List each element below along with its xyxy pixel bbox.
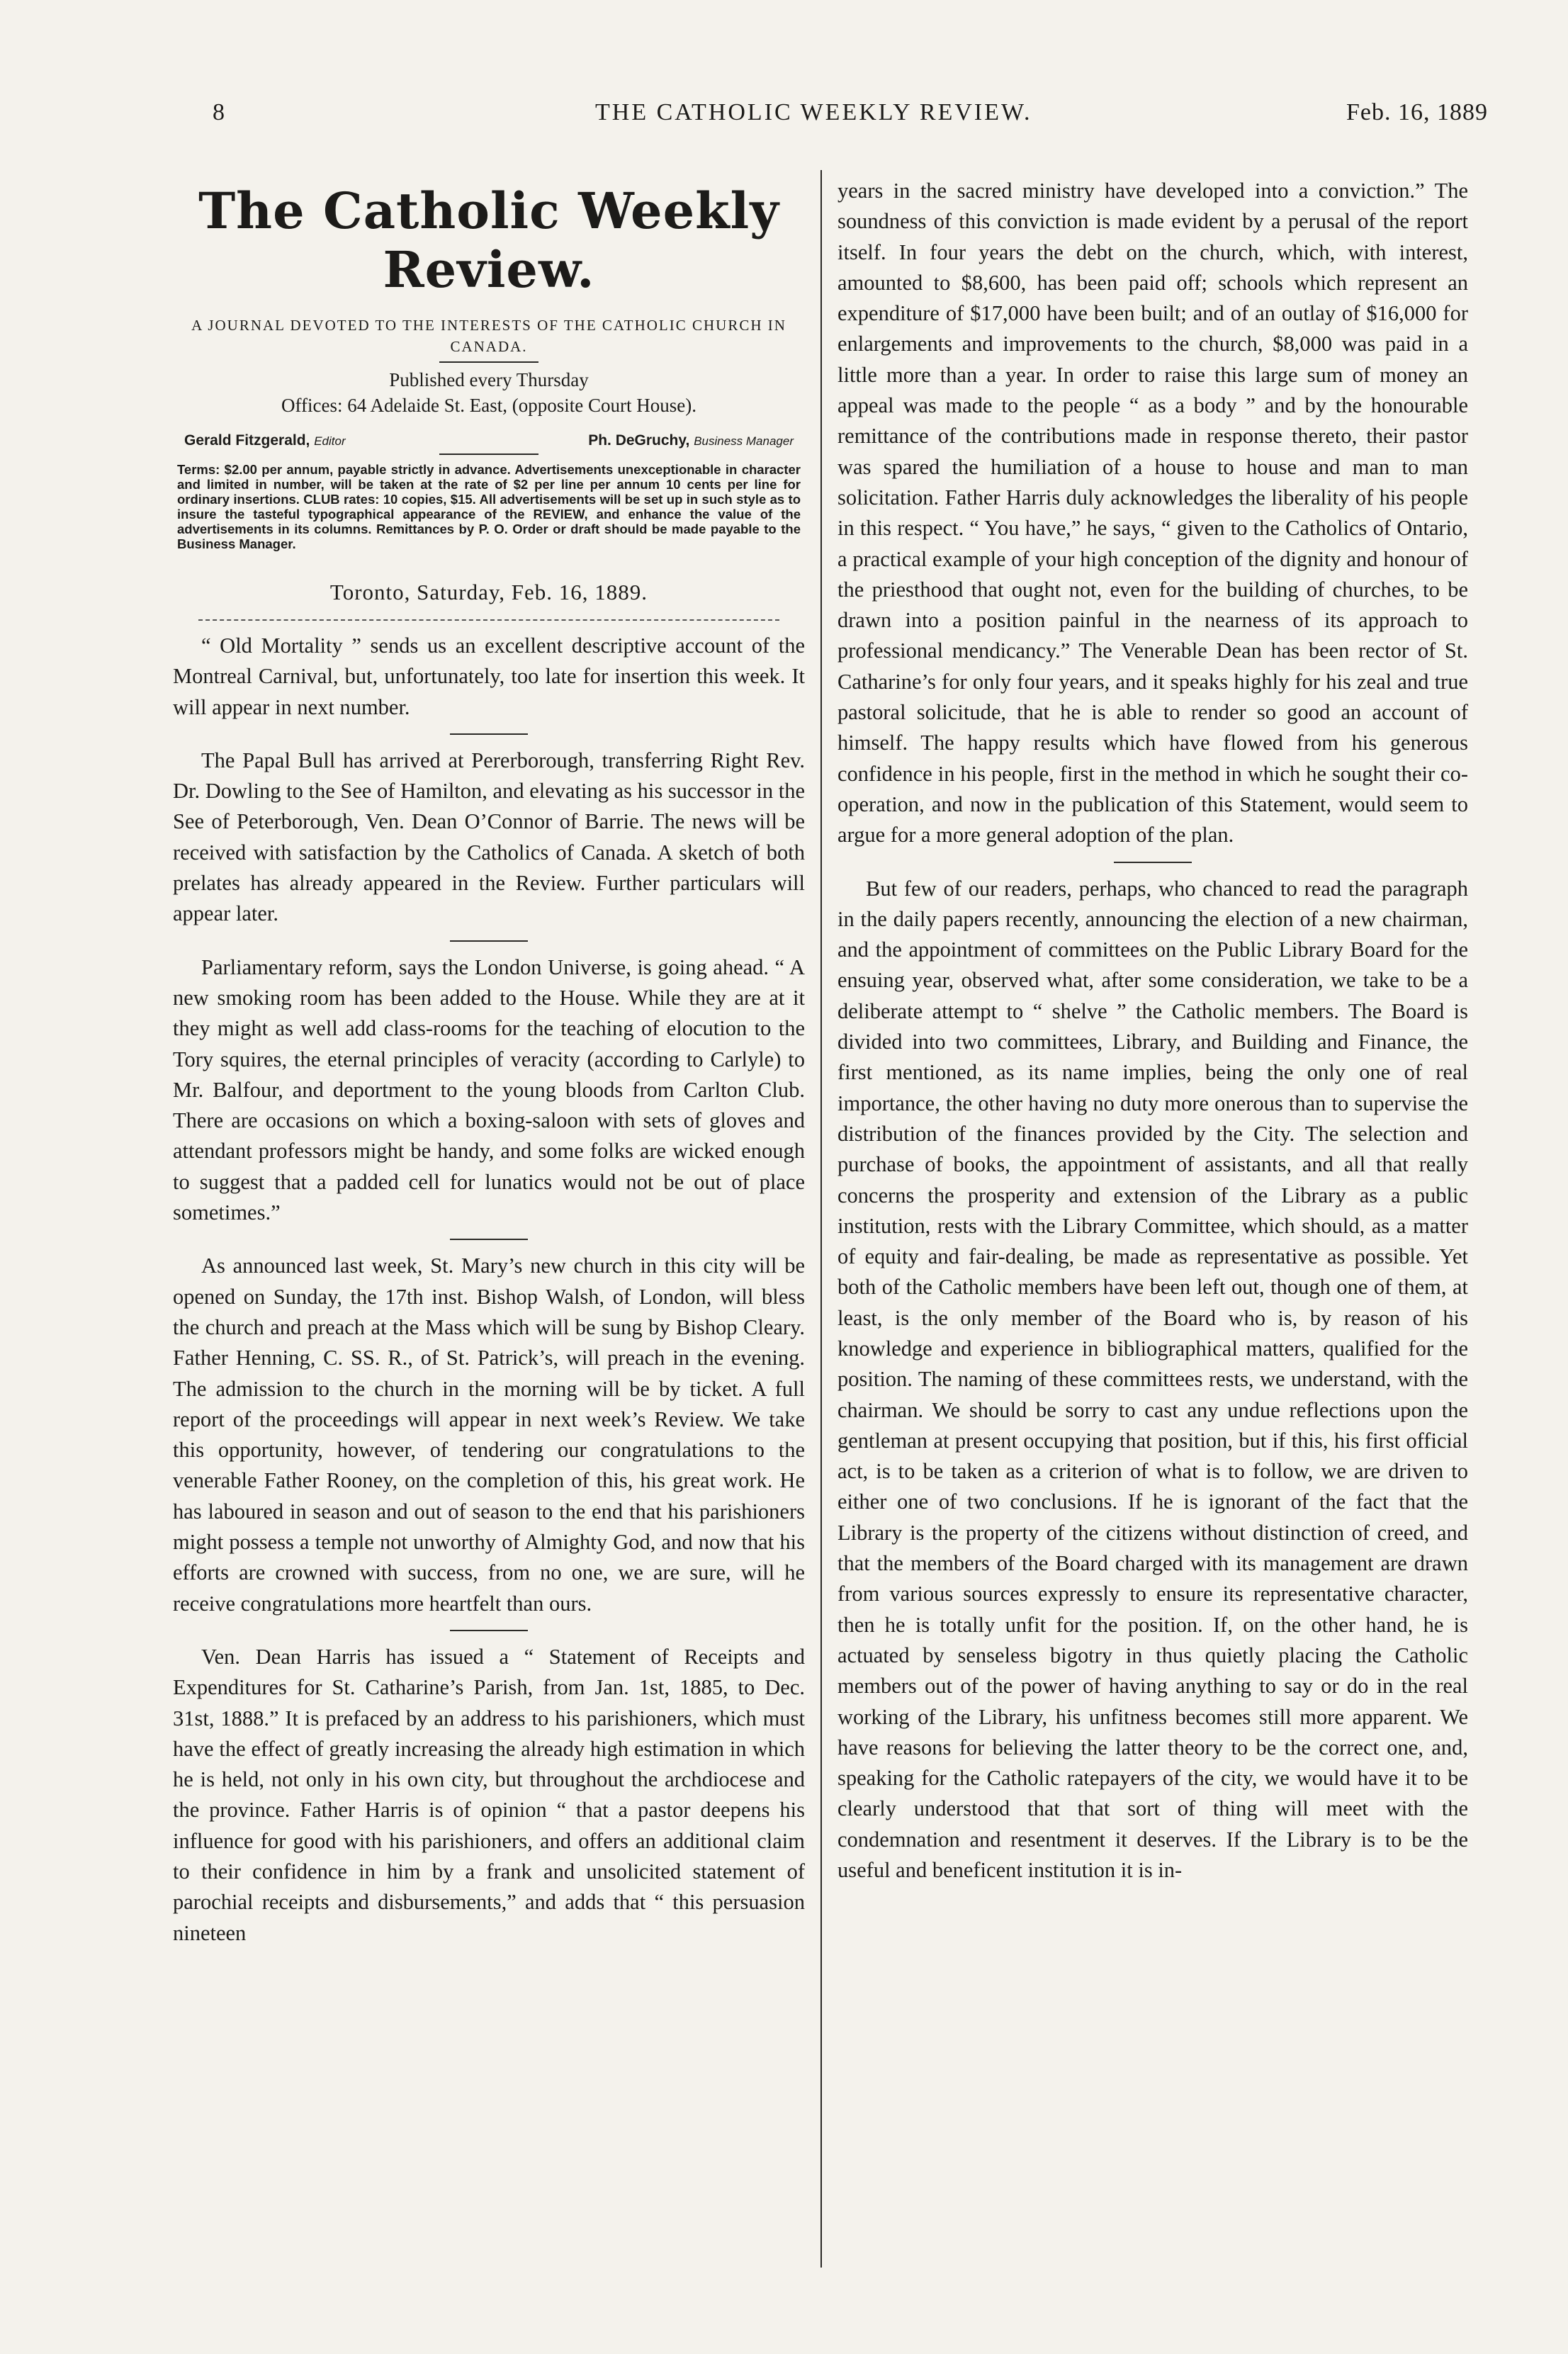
masthead-divider	[439, 361, 538, 363]
left-column	[163, 170, 815, 1949]
publication-schedule: Published every Thursday	[389, 369, 589, 390]
staff-line	[184, 432, 794, 449]
dateline: Toronto, Saturday, Feb. 16, 1889.	[329, 580, 648, 604]
office-address: Offices: 64 Adelaide St. East, (opposite Court House).	[281, 395, 696, 416]
page-number: 8	[213, 99, 227, 125]
issue-date: Feb. 16, 1889	[1346, 99, 1488, 125]
manager	[588, 432, 794, 449]
article-separator	[163, 1228, 815, 1251]
running-head	[213, 99, 1488, 142]
article-paragraph: As announced last week, St. Mary’s new church in this city will be opened on Sunday, the 17th inst. Bishop Walsh, of London, will bless the church and preach at the Mass which will be sung by Bishop Cleary. Father Henning, C. SS. R., of St. Patrick’s, will preach in the evening. The admission to the church in the morning will be by ticket. A full report of the proceedings will appear in next week’s Review. We take this opportunity, however, of tendering our congratulations to the venerable Father Rooney, on the completion of this, his great work. He has laboured in season and out of season to the end that his parishioners might possess a temple not unworthy of Almighty God, and now that his efforts are crowned with success, from no one, we are sure, will he receive congratulations more heartfelt than ours.	[173, 1254, 805, 1616]
article-separator	[828, 851, 1478, 874]
right-column	[828, 170, 1478, 1886]
manager-role: Business Manager	[694, 434, 794, 448]
editor	[184, 432, 346, 449]
article-paragraph: The Papal Bull has arrived at Pererborough, transferring Right Rev. Dr. Dowling to the See of Hamilton, and elevating as his successor in the See of Peterborough, Ven. Dean O’Connor of Barrie. The news will be received with satisfaction by the Catholics of Canada. A sketch of both prelates has already appeared in the Review. Further particulars will appear later.	[173, 748, 805, 926]
article-paragraph: “ Old Mortality ” sends us an excellent descriptive account of the Montreal Carnival, but, unfortunately, too late for insertion this week. It will appear in next number.	[173, 633, 805, 719]
article-separator	[163, 930, 815, 952]
subscription-terms: Terms: $2.00 per annum, payable strictly in advance. Advertisements unexceptionable in character and limited in number, will be taken at the rate of $2 per line per annum 10 cents per line for ordinary insertions. CLUB rates: 10 copies, $15. All advertisements will be set up in such style as to insure the tasteful typographical appearance of the REVIEW, and enhance the value of the advertisements in its columns. Remittances by P. O. Order or draft should be made payable to the Business Manager.	[177, 462, 801, 551]
article-paragraph: Ven. Dean Harris has issued a “ Statement of Receipts and Expenditures for St. Catharine’s Parish, from Jan. 1st, 1885, to Dec. 31st, 1888.” It is prefaced by an address to his parishioners, which must have the effect of greatly increasing the already high estimation in which he is held, not only in his own city, but throughout the archdiocese and the province. Father Harris is of opinion “ that a pastor deepens his influence for good with his parishioners, and offers an additional claim to their confidence in him by a frank and unsolicited statement of parochial receipts and disbursements,” and adds that “ this persuasion nineteen	[173, 1644, 805, 1945]
article-paragraph: Parliamentary reform, says the London Universe, is going ahead. “ A new smoking room has been added to the House. While they are at it they might as well add class-rooms for the teaching of elocution to the Tory squires, the eternal principles of veracity (according to Carlyle) to Mr. Balfour, and deportment to the young bloods from Carlton Club. There are occasions on which a boxing-saloon with sets of gloves and attendant professors might be handy, and some folks are wicked enough to suggest that a padded cell for lunatics would not be out of place sometimes.”	[173, 954, 805, 1225]
article-paragraph: But few of our readers, perhaps, who chanced to read the paragraph in the daily papers recently, announcing the election of a new chairman, and the appointment of committees on the Public Library Board for the ensuing year, observed what, after some consideration, we take to be a deliberate attempt to “ shelve ” the Catholic members. The Board is divided into two committees, Library, and Building and Finance, the first mentioned, as its name implies, being the only one of real importance, the other having no duty more onerous than to supervise the distribution of the finances provided by the City. The selection and purchase of books, the appointment of assistants, and all that really concerns the prosperity and extension of the Library as a public institution, rests with the Library Committee, which should, as a matter of equity and fair-dealing, be made as representative as possible. Yet both of the Catholic members have been left out, though one of them, at least, is the only member of the Board who is, by reason of his knowledge and experience in bibliographical matters, qualified for the position. The naming of these committees rests, we understand, with the chairman. We should be sorry to cast any undue reflections upon the gentleman at present occupying that position, but if this, his first official act, is to be taken as a criterion of what is to follow, we are driven to either one of two conclusions. If he is ignorant of the fact that the Library is the property of the citizens without distinction of creed, and that the members of the Board charged with its management are drawn from various sources expressly to ensure its representative character, then he is totally unfit for the position. If, on the other hand, he is actuated by senseless bigotry in thus quietly placing the Catholic members out of the power of having anything to say or do in the real working of the Library, his unfitness becomes still more apparent. We have reasons for believing the latter theory to be the correct one, and, speaking for the Catholic ratepayers of the city, we would have it to be clearly understood that that sort of thing will meet with the condemnation and resentment it deserves. If the Library is to be the useful and beneficent institution it is in-	[837, 876, 1468, 1883]
article-separator	[163, 723, 815, 745]
publication-title: THE CATHOLIC WEEKLY REVIEW.	[595, 99, 1032, 125]
column-rule	[820, 170, 822, 2268]
manager-name: Ph. DeGruchy,	[588, 432, 690, 449]
staff-divider	[439, 454, 538, 455]
article-paragraph: years in the sacred ministry have developed into a conviction.” The soundness of this conviction is made evident by a perusal of the report itself. In four years the debt on the church, which, with interest, amounted to $8,600, has been paid off; schools which represent an expenditure of $17,000 have been built; and of an outlay of $16,000 for enlargements and improvements to the church, $8,000 was paid in a little more than a year. In order to raise this large sum of money an appeal was made to the people “ as a body ” and by the honourable remittance of the contributions made in response thereto, their pastor was spared the humiliation of a house to house and man to man solicitation. Father Harris duly acknowledges the liberality of his people in this respect. “ You have,” he says, “ given to the Catholics of Ontario, a practical example of your high conception of the dignity and honour of the priesthood that ought not, even for the building of churches, to be drawn into a position painful in the nearness of its approach to professional mendicancy.” The Venerable Dean has been rector of St. Catharine’s for only four years, and it speaks highly for his zeal and true pastoral solicitude, that he is able to render so good an account of himself. The happy results which have flowed from his generous confidence in his people, first in the method in which he sought their co-operation, and now in the publication of this Statement, would seem to argue for a more general adoption of the plan.	[837, 179, 1468, 847]
masthead-title: The Catholic Weekly Review.	[198, 181, 779, 299]
masthead-subtitle: A JOURNAL DEVOTED TO THE INTERESTS OF THE CATHOLIC CHURCH IN CANADA.	[191, 317, 786, 355]
editor-name: Gerald Fitzgerald,	[184, 432, 310, 449]
editor-role: Editor	[314, 434, 346, 448]
dateline-divider	[198, 619, 779, 621]
article-separator	[163, 1619, 815, 1642]
